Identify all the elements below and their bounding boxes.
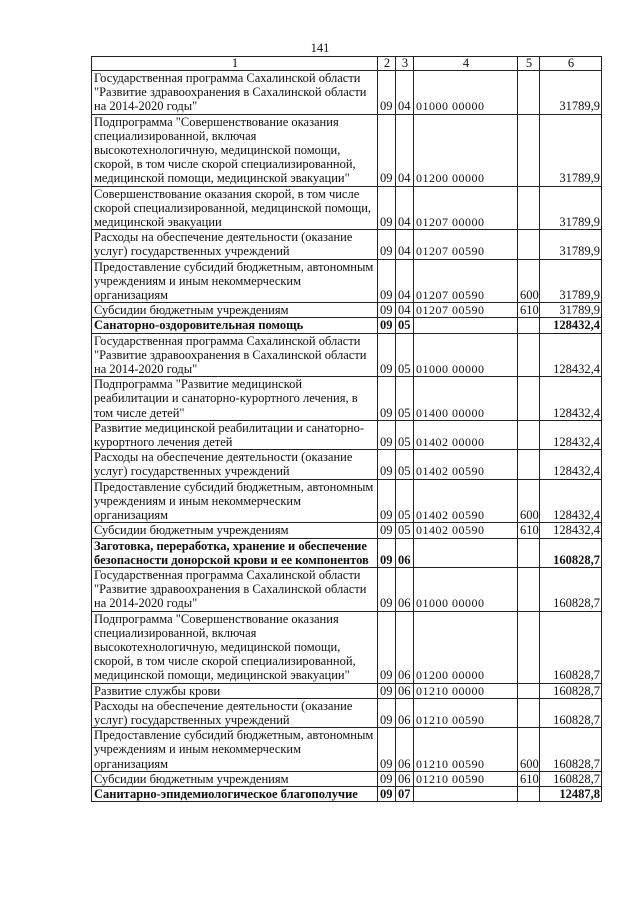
table-row (92, 450, 602, 479)
target-article-code: 01000 00000 (414, 71, 518, 115)
target-article-code: 01207 00590 (414, 230, 518, 259)
subsection-code: 04 (396, 71, 414, 115)
expense-name: Государственная программа Сахалинской области "Развитие здравоохранения в Сахалинской области на 2014-2020 годы" (92, 71, 378, 115)
section-code: 09 (378, 728, 396, 772)
amount: 160828,7 (540, 611, 602, 683)
target-article-code: 01210 00000 (414, 683, 518, 698)
expense-type-code: 610 (518, 771, 540, 786)
expense-type-code (518, 611, 540, 683)
table-row (92, 259, 602, 303)
subsection-code: 05 (396, 450, 414, 479)
column-number: 2 (378, 57, 396, 71)
amount: 128432,4 (540, 479, 602, 523)
target-article-code: 01000 00000 (414, 567, 518, 611)
section-code: 09 (378, 538, 396, 567)
expense-type-code (518, 318, 540, 333)
section-code: 09 (378, 71, 396, 115)
amount: 31789,9 (540, 259, 602, 303)
expense-name: Расходы на обеспечение деятельности (оказание услуг) государственных учреждений (92, 230, 378, 259)
amount: 31789,9 (540, 230, 602, 259)
target-article-code: 01210 00590 (414, 698, 518, 727)
subsection-code: 04 (396, 186, 414, 230)
table-row (92, 523, 602, 538)
section-code: 09 (378, 318, 396, 333)
budget-table (91, 56, 602, 802)
expense-name: Расходы на обеспечение деятельности (оказание услуг) государственных учреждений (92, 698, 378, 727)
expense-type-code: 600 (518, 728, 540, 772)
table-row (92, 377, 602, 421)
subsection-code: 06 (396, 771, 414, 786)
expense-name: Заготовка, переработка, хранение и обеспечение безопасности донорской крови и ее компонентов (92, 538, 378, 567)
expense-type-code (518, 377, 540, 421)
amount: 128432,4 (540, 450, 602, 479)
target-article-code: 01200 00000 (414, 114, 518, 186)
amount: 160828,7 (540, 698, 602, 727)
amount: 31789,9 (540, 303, 602, 318)
expense-type-code: 600 (518, 259, 540, 303)
subsection-code: 05 (396, 420, 414, 449)
expense-name: Предоставление субсидий бюджетным, автономным учреждениям и иным некоммерческим организациям (92, 259, 378, 303)
amount: 160828,7 (540, 728, 602, 772)
expense-type-code (518, 333, 540, 377)
expense-name: Предоставление субсидий бюджетным, автономным учреждениям и иным некоммерческим организациям (92, 728, 378, 772)
target-article-code: 01207 00590 (414, 259, 518, 303)
target-article-code: 01200 00000 (414, 611, 518, 683)
amount: 160828,7 (540, 771, 602, 786)
table-row (92, 186, 602, 230)
subsection-code: 05 (396, 377, 414, 421)
table-row (92, 538, 602, 567)
section-code: 09 (378, 479, 396, 523)
subsection-code: 06 (396, 728, 414, 772)
expense-type-code: 600 (518, 479, 540, 523)
column-number: 3 (396, 57, 414, 71)
subsection-code: 04 (396, 303, 414, 318)
expense-name: Субсидии бюджетным учреждениям (92, 303, 378, 318)
table-row (92, 479, 602, 523)
subsection-code: 04 (396, 259, 414, 303)
section-code: 09 (378, 303, 396, 318)
column-number-row (92, 57, 602, 71)
amount: 31789,9 (540, 114, 602, 186)
amount: 128432,4 (540, 333, 602, 377)
subsection-code: 06 (396, 567, 414, 611)
table-row (92, 683, 602, 698)
expense-name: Подпрограмма "Совершенствование оказания специализированной, включая высокотехнологичную, медицинской помощи, скорой, в том числе скорой специализированной, медицинской помощи, медицинской эвакуации" (92, 611, 378, 683)
expense-name: Субсидии бюджетным учреждениям (92, 771, 378, 786)
section-code: 09 (378, 771, 396, 786)
section-code: 09 (378, 567, 396, 611)
table-row (92, 786, 602, 801)
expense-type-code (518, 230, 540, 259)
section-code: 09 (378, 333, 396, 377)
expense-type-code (518, 114, 540, 186)
target-article-code: 01210 00590 (414, 771, 518, 786)
expense-type-code (518, 186, 540, 230)
amount: 12487,8 (540, 786, 602, 801)
budget-table-body (92, 57, 602, 802)
table-row (92, 698, 602, 727)
target-article-code: 01402 00590 (414, 450, 518, 479)
table-row (92, 114, 602, 186)
target-article-code (414, 318, 518, 333)
table-row (92, 318, 602, 333)
table-row (92, 333, 602, 377)
expense-name: Санитарно-эпидемиологическое благополучие (92, 786, 378, 801)
column-number: 5 (518, 57, 540, 71)
subsection-code: 05 (396, 318, 414, 333)
expense-type-code (518, 538, 540, 567)
section-code: 09 (378, 259, 396, 303)
page-number: 141 (310, 41, 330, 55)
expense-name: Развитие службы крови (92, 683, 378, 698)
subsection-code: 06 (396, 698, 414, 727)
expense-name: Подпрограмма "Совершенствование оказания специализированной, включая высокотехнологичную, медицинской помощи, скорой, в том числе скорой специализированной, медицинской помощи, медицинской эвакуации" (92, 114, 378, 186)
section-code: 09 (378, 698, 396, 727)
expense-type-code (518, 786, 540, 801)
expense-type-code (518, 420, 540, 449)
subsection-code: 04 (396, 114, 414, 186)
target-article-code: 01207 00590 (414, 303, 518, 318)
expense-type-code (518, 698, 540, 727)
table-row (92, 771, 602, 786)
expense-type-code (518, 450, 540, 479)
subsection-code: 07 (396, 786, 414, 801)
target-article-code: 01207 00000 (414, 186, 518, 230)
amount: 128432,4 (540, 420, 602, 449)
section-code: 09 (378, 450, 396, 479)
column-number: 4 (414, 57, 518, 71)
target-article-code: 01000 00000 (414, 333, 518, 377)
expense-name: Развитие медицинской реабилитации и санаторно-курортного лечения детей (92, 420, 378, 449)
expense-name: Субсидии бюджетным учреждениям (92, 523, 378, 538)
amount: 160828,7 (540, 567, 602, 611)
column-number: 1 (92, 57, 378, 71)
section-code: 09 (378, 786, 396, 801)
expense-type-code (518, 683, 540, 698)
table-row (92, 611, 602, 683)
table-row (92, 71, 602, 115)
target-article-code: 01402 00590 (414, 479, 518, 523)
table-row (92, 567, 602, 611)
section-code: 09 (378, 186, 396, 230)
target-article-code: 01402 00590 (414, 523, 518, 538)
target-article-code: 01210 00590 (414, 728, 518, 772)
target-article-code (414, 786, 518, 801)
subsection-code: 06 (396, 538, 414, 567)
amount: 128432,4 (540, 377, 602, 421)
subsection-code: 06 (396, 611, 414, 683)
table-row (92, 230, 602, 259)
amount: 128432,4 (540, 318, 602, 333)
amount: 160828,7 (540, 538, 602, 567)
target-article-code: 01400 00000 (414, 377, 518, 421)
subsection-code: 05 (396, 523, 414, 538)
expense-name: Предоставление субсидий бюджетным, автономным учреждениям и иным некоммерческим организациям (92, 479, 378, 523)
amount: 128432,4 (540, 523, 602, 538)
expense-name: Государственная программа Сахалинской области "Развитие здравоохранения в Сахалинской области на 2014-2020 годы" (92, 333, 378, 377)
expense-name: Государственная программа Сахалинской области "Развитие здравоохранения в Сахалинской области на 2014-2020 годы" (92, 567, 378, 611)
subsection-code: 06 (396, 683, 414, 698)
section-code: 09 (378, 114, 396, 186)
table-row (92, 420, 602, 449)
section-code: 09 (378, 611, 396, 683)
expense-name: Подпрограмма "Развитие медицинской реабилитации и санаторно-курортного лечения, в том числе детей" (92, 377, 378, 421)
expense-name: Совершенствование оказания скорой, в том числе скорой специализированной, медицинской помощи, медицинской эвакуации (92, 186, 378, 230)
section-code: 09 (378, 523, 396, 538)
table-row (92, 303, 602, 318)
target-article-code (414, 538, 518, 567)
expense-name: Расходы на обеспечение деятельности (оказание услуг) государственных учреждений (92, 450, 378, 479)
subsection-code: 04 (396, 230, 414, 259)
expense-type-code (518, 567, 540, 611)
amount: 160828,7 (540, 683, 602, 698)
table-row (92, 728, 602, 772)
expense-type-code: 610 (518, 303, 540, 318)
amount: 31789,9 (540, 71, 602, 115)
section-code: 09 (378, 420, 396, 449)
expense-type-code (518, 71, 540, 115)
target-article-code: 01402 00000 (414, 420, 518, 449)
column-number: 6 (540, 57, 602, 71)
section-code: 09 (378, 230, 396, 259)
expense-name: Санаторно-оздоровительная помощь (92, 318, 378, 333)
subsection-code: 05 (396, 333, 414, 377)
section-code: 09 (378, 683, 396, 698)
expense-type-code: 610 (518, 523, 540, 538)
amount: 31789,9 (540, 186, 602, 230)
section-code: 09 (378, 377, 396, 421)
subsection-code: 05 (396, 479, 414, 523)
